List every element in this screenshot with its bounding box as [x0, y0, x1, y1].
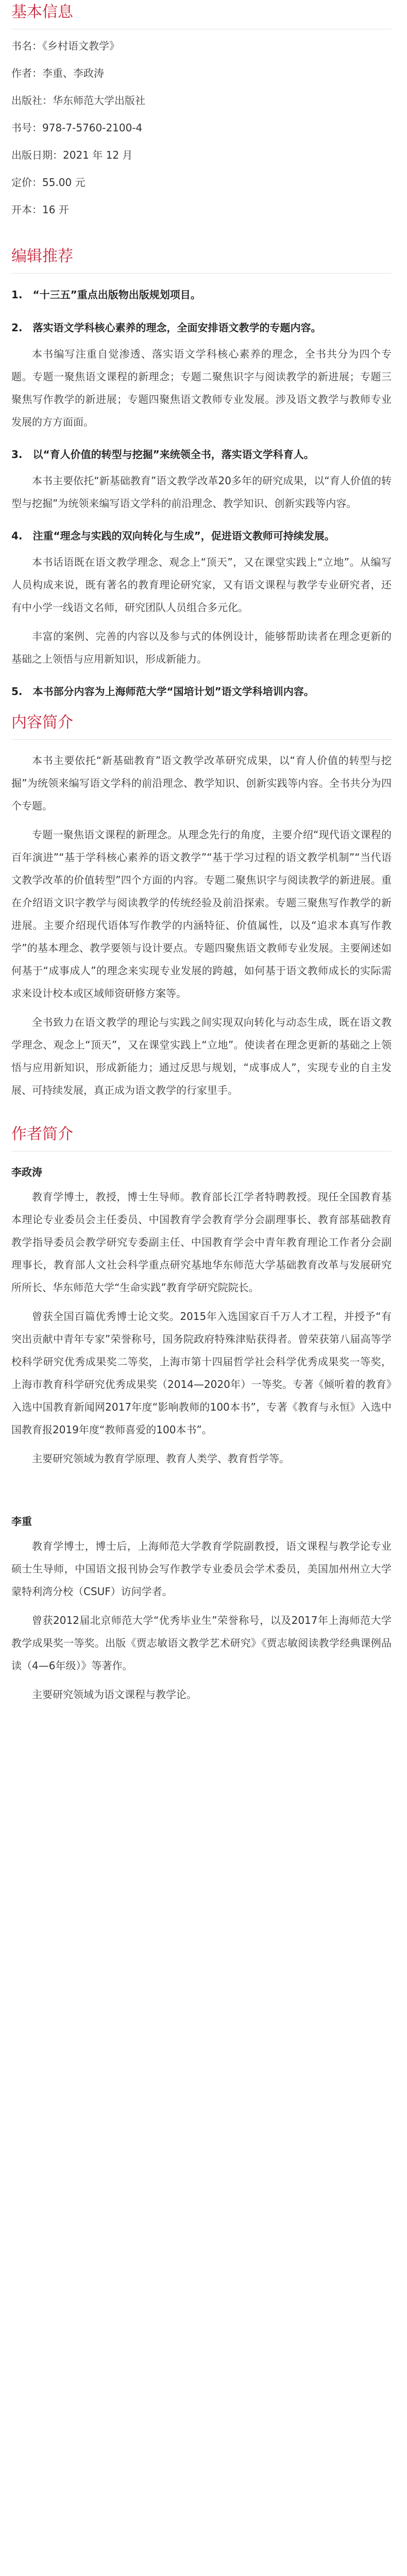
- section-divider: [11, 273, 392, 274]
- summary-section: [11, 713, 392, 1101]
- summary-heading: 内容简介: [11, 714, 73, 732]
- book-title: 书名：《乡村语文教学》: [11, 40, 120, 52]
- section-divider: [11, 739, 392, 740]
- recommendation-paragraph: 本书编写注重自觉渗透、落实语文学科核心素养的理念，全书共分为四个专题。专题一聚焦语文课程的新理念；专题二聚焦识字与阅读教学的新进展；专题三聚焦写作教学的新进展；专题四聚焦语文教师专业发展。涉及语文教学与教师专业发展的方方面面。: [11, 348, 392, 428]
- author-name: 李政涛: [11, 1166, 42, 1178]
- recommendation-paragraph: 本书主要依托“新基础教育”语文教学改革20多年的研究成果，以“育人价值的转型与挖掘”为统领来编写语文学科的前沿理念、教学知识、创新实践等内容。: [11, 474, 392, 510]
- book-isbn: 书号：978-7-5760-2100-4: [11, 122, 143, 134]
- recommendation-section: [11, 246, 392, 703]
- recommendation-paragraph: 丰富的案例、完善的内容以及参与式的体例设计，能够帮助读者在理念更新的基础之上领悟与应用新知识，形成新能力。: [11, 630, 392, 665]
- authors-heading: 作者简介: [11, 1125, 73, 1143]
- author-name: 李重: [11, 1515, 32, 1528]
- basic-info-section: [11, 2, 392, 217]
- author-paragraph: 教育学博士，教授，博士生导师。教育部长江学者特聘教授。现任全国教育基本理论专业委员会主任委员、中国教育学会教育学分会副理事长、教育部基础教育教学指导委员会教学研究专委副主任、中国教育学会中青年教育理论工作者分会副理事长，教育部人文社会科学重点研究基地华东师范大学基础教育改革与发展研究所所长、华东师范大学“生命实践”教育学研究院院长。: [11, 1191, 392, 1294]
- recommendation-item: 1. “十三五”重点出版物出版规划项目。: [11, 289, 201, 301]
- book-publisher: 出版社：华东师范大学出版社: [11, 94, 145, 107]
- basic-info-heading: 基本信息: [11, 3, 73, 21]
- recommendation-item: 5. 本书部分内容为上海师范大学“国培计划”语文学科培训内容。: [11, 685, 314, 698]
- summary-paragraph: 本书主要依托“新基础教育”语文教学改革研究成果，以“育人价值的转型与挖掘”为统领来编写语文学科的前沿理念、教学知识、创新实践等内容。全书共分为四个专题。: [11, 754, 392, 812]
- recommendation-paragraph: 本书话语既在语文教学理念、观念上“顶天”，又在课堂实践上“立地”。从编写人员构成来说，既有著名的教育理论研究家，又有语文课程与教学专业研究者，还有中小学一线语文名师，研究团队人员组合多元化。: [11, 556, 392, 614]
- author-paragraph: 主要研究领域为教育学原理、教育人类学、教育哲学等。: [32, 1452, 290, 1465]
- recommendation-heading: 编辑推荐: [11, 247, 73, 265]
- summary-paragraph: 专题一聚焦语文课程的新理念。从理念先行的角度，主要介绍“现代语文课程的百年演进”“基于学科核心素养的语文教学”“基于学习过程的语文教学机制”“当代语文教学改革的价值转型”四个方面的内容。专题二聚焦识字与阅读教学的新进展。重在介绍语文识字教学与阅读教学的传统经验及前沿探索。专题三聚焦写作教学的新进展。主要介绍现代语体写作教学的内涵特征、价值属性，以及“追求本真写作教学”的基本理念、教学要领与设计要点。专题四聚焦语文教师专业发展。主要阐述如何基于“成事成人”的理念来实现专业发展的跨越，如何基于语文教师成长的实际需求来设计校本或区域师资研修方案等。: [11, 828, 392, 999]
- author-paragraph: 曾获2012届北京师范大学“优秀毕业生”荣誉称号，以及2017年上海师范大学教学成果奖一等奖。出版《贾志敏语文教学艺术研究》《贾志敏阅读教学经典课例品读（4—6年级）》等著作。: [11, 1614, 392, 1672]
- book-authors: 作者：李重、李政涛: [11, 67, 104, 79]
- recommendation-item: 3. 以“育人价值的转型与挖掘”来统领全书，落实语文学科育人。: [11, 448, 314, 461]
- author-paragraph: 教育学博士，博士后，上海师范大学教育学院副教授，语文课程与教学论专业硕士生导师，中国语文报刊协会写作教学专业委员会学术委员，美国加州州立大学蒙特利湾分校（CSUF）访问学者。: [11, 1540, 392, 1598]
- authors-section: [11, 1124, 392, 1706]
- book-date: 出版日期：2021 年 12 月: [11, 149, 133, 161]
- summary-paragraph: 全书致力在语文教学的理论与实践之间实现双向转化与动态生成，既在语文教学理念、观念上“顶天”，又在课堂实践上“立地”。使读者在理念更新的基础之上领悟与应用新知识，形成新能力；通过反思与规划，“成事成人”，实现专业的自主发展、可持续发展，真正成为语文教学的行家里手。: [11, 1016, 392, 1096]
- recommendation-item: 4. 注重“理念与实践的双向转化与生成”，促进语文教师可持续发展。: [11, 530, 335, 542]
- book-price: 定价：55.00 元: [11, 176, 86, 189]
- book-format: 开本：16 开: [11, 204, 69, 216]
- author-paragraph: 曾获全国百篇优秀博士论文奖。2015年入选国家百千万人才工程，并授予“有突出贡献中青年专家”荣誉称号，国务院政府特殊津贴获得者。曾荣获第八届高等学校科学研究优秀成果奖二等奖，上海市第十四届哲学社会科学优秀成果奖一等奖，上海市教育科学研究优秀成果奖（2014—2020年）一等奖。专著《倾听着的教育》入选中国教育新闻网2017年度“影响教师的100本书”，专著《教育与永恒》入选中国教育报2019年度“教师喜爱的100本书”。: [11, 1310, 392, 1436]
- recommendation-item: 2. 落实语文学科核心素养的理念，全面安排语文教学的专题内容。: [11, 321, 321, 334]
- author-paragraph: 主要研究领域为语文课程与教学论。: [32, 1688, 197, 1701]
